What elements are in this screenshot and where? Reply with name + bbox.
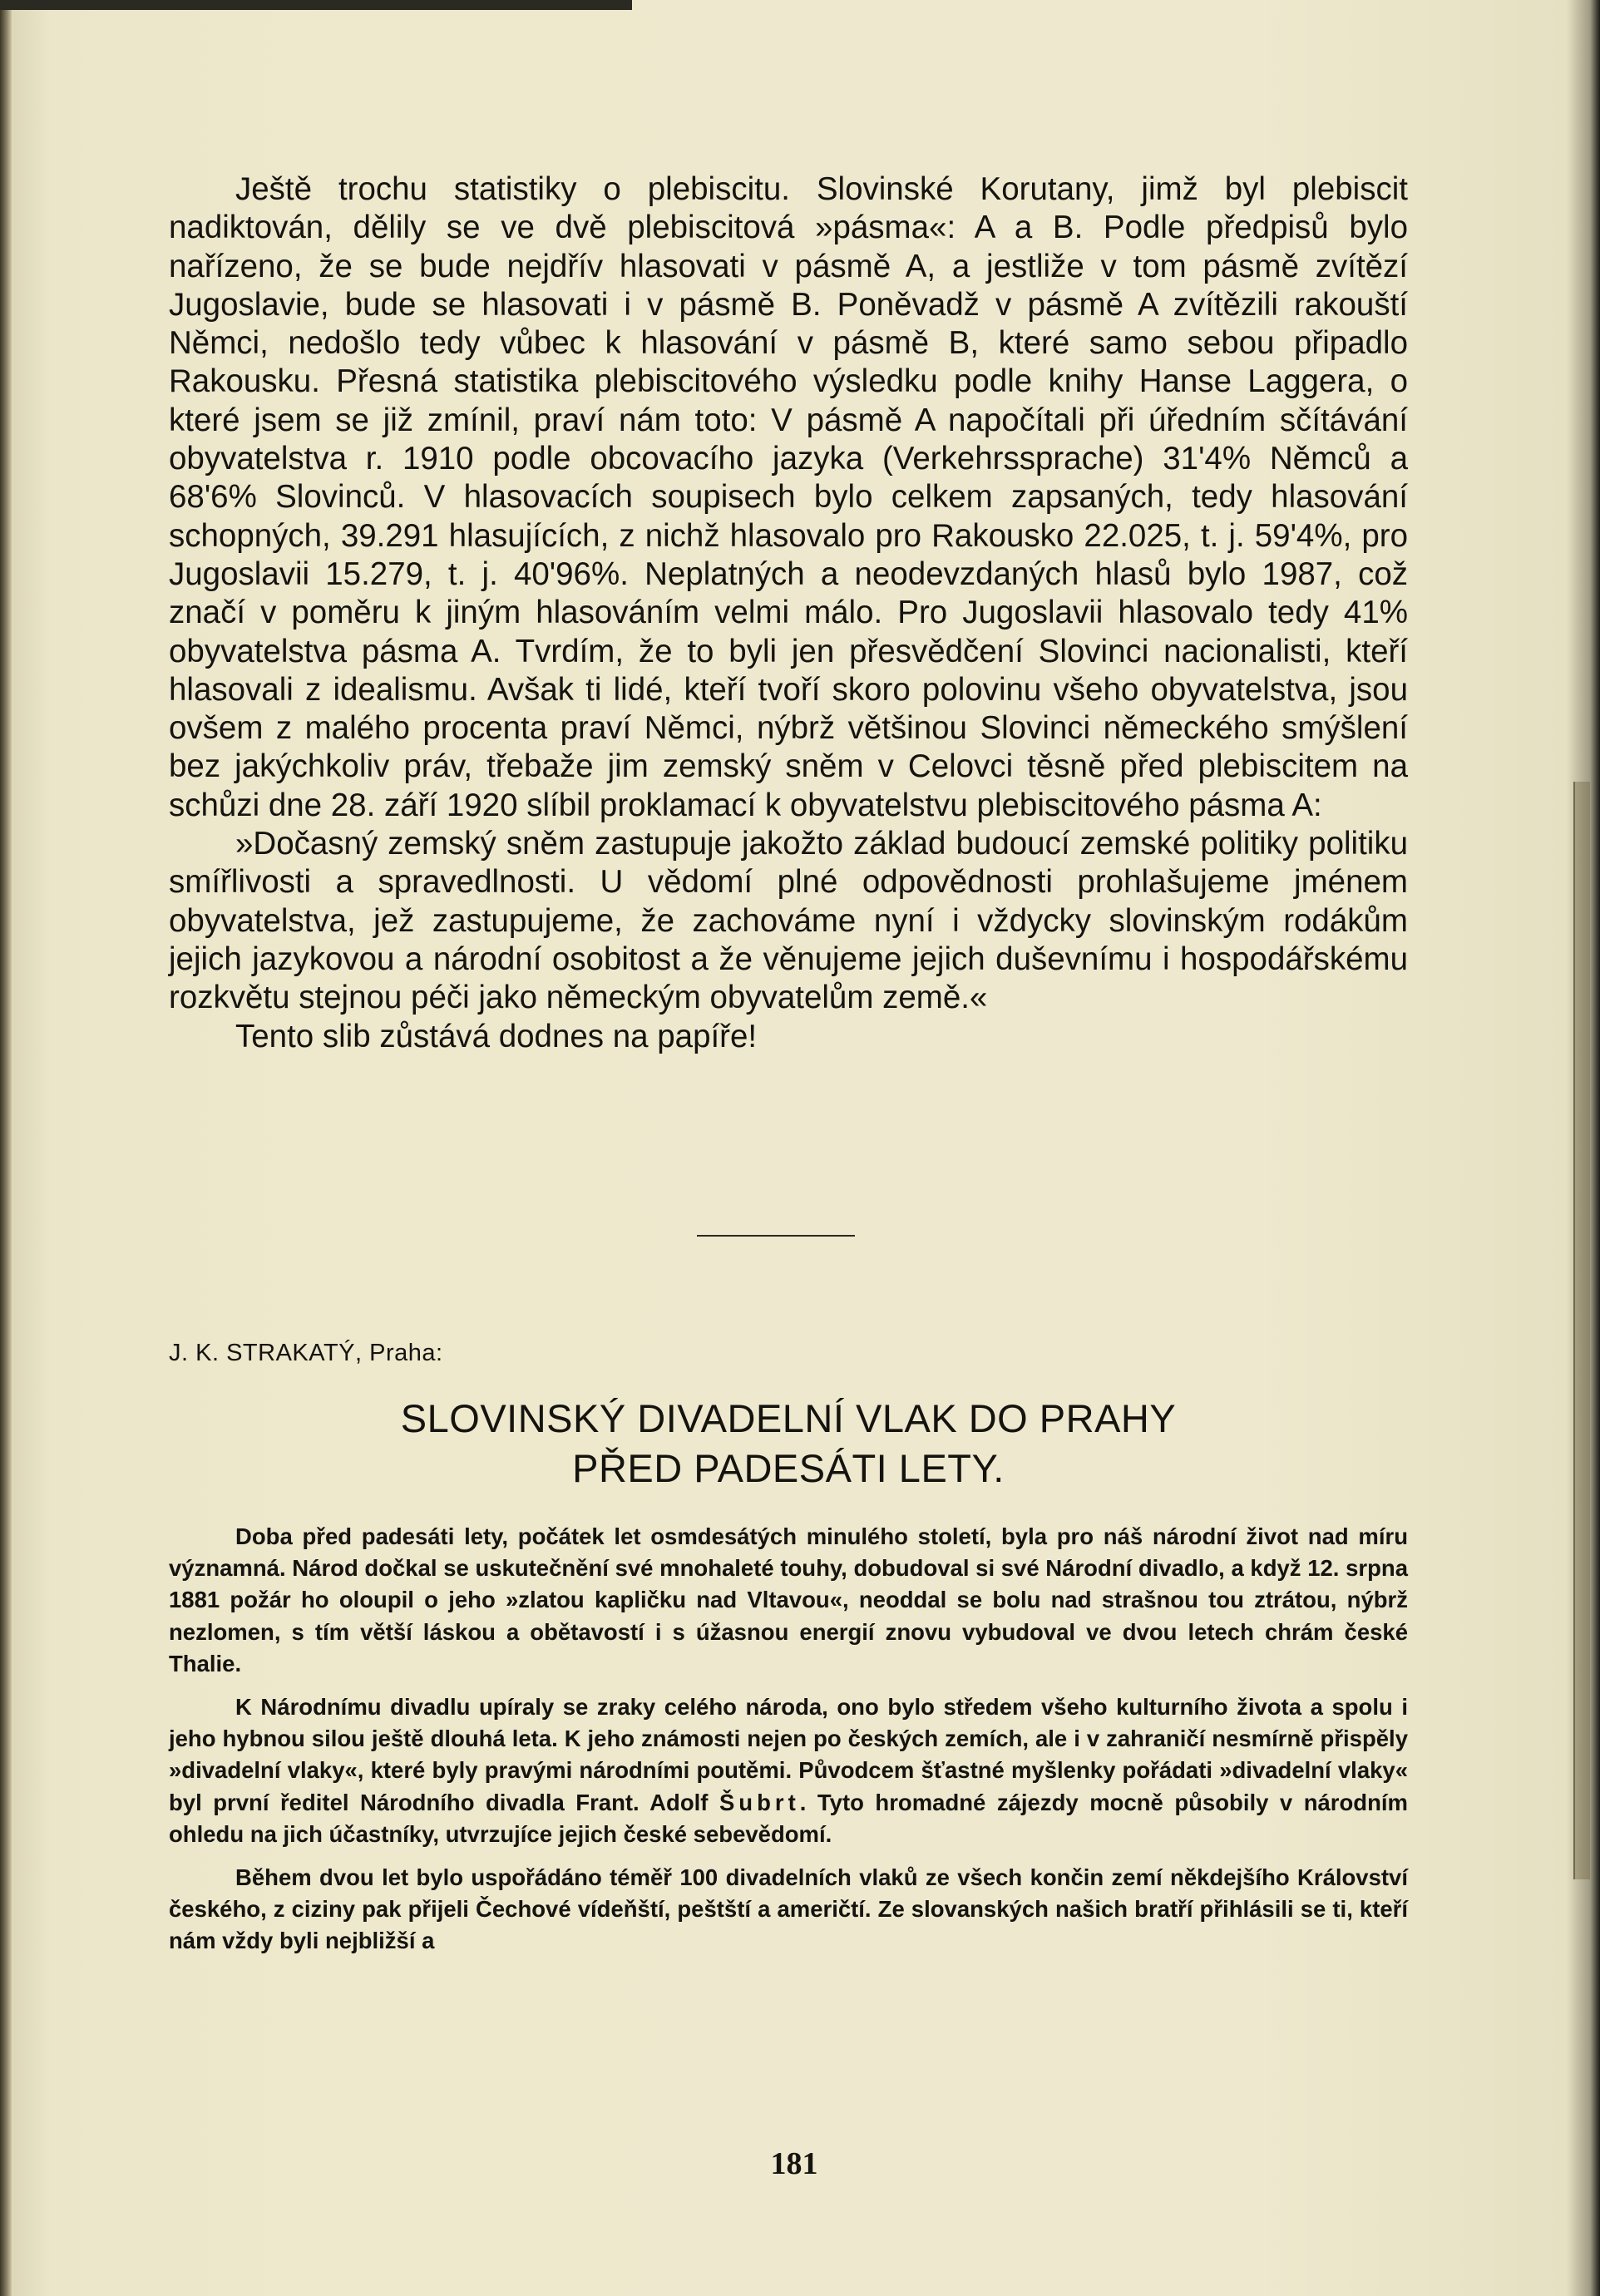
article-paragraph-3: Během dvou let bylo uspořádáno téměř 100 divadelních vlaků ze všech končin zemí někdejšího Království českého, z ciziny pak přijeli Čechové vídeňští, peštští a američtí. Ze slovanských našich bratří přihlásili se ti, kteří nám vždy byli nejbližší a [169, 1864, 1408, 1954]
paragraph-statistics: Ještě trochu statistiky o plebiscitu. Slovinské Korutany, jimž byl plebiscit nadiktován, dělily se ve dvě plebiscitová »pásma«: A a B. Podle předpisů bylo nařízeno, že se bude nejdřív hlasovati v pásmě A, a jestliže v tom pásmě zvítězí Jugoslavie, bude se hlasovati i v pásmě B. Poněvadž v pásmě A zvítězili rakouští Němci, nedošlo tedy vůbec k hlasování v pásmě B, které samo sebou připadlo Rakousku. Přesná statistika plebiscitového výsledku podle knihy Hanse Laggera, o které jsem se již zmínil, praví nám toto: V pásmě A napočítali při úředním sčítávání obyvatelstva r. 1910 podle obcovacího jazyka (Verkehrssprache) 31'4% Němců a 68'6% Slovinců. V hlasovacích soupisech bylo celkem zapsaných, tedy hlasování schopných, 39.291 hlasujících, z nichž hlasovalo pro Rakousko 22.025, t. j. 59'4%, pro Jugoslavii 15.279, t. j. 40'96%. Neplatných a neodevzdaných hlasů bylo 1987, což značí v poměru k jiným hlasováním velmi málo. Pro Jugoslavii hlasovalo tedy 41% obyvatelstva pásma A. Tvrdím, že to byli jen přesvědčení Slovinci nacionalisti, kteří hlasovali z idealismu. Avšak ti lidé, kteří tvoří skoro polovinu všeho obyvatelstva, jsou ovšem z malého procenta praví Němci, nýbrž většinou Slovinci německého smýšlení bez jakýchkoliv práv, třebaže jim zemský sněm v Celovci těsně před plebiscitem na schůzi dne 28. září 1920 slíbil proklamací k obyvatelstvu plebiscitového pásma A: [169, 171, 1408, 823]
article-paragraph-1: Doba před padesáti lety, počátek let osmdesátých minulého století, byla pro náš národní život nad míru významná. Národ dočkal se uskutečnění své mnohaleté touhy, dobudoval si své Národní divadlo, a když 12. srpna 1881 požár ho oloupil o jeho »zlatou kapličku nad Vltavou«, neoddal se bolu nad strašnou tou ztrátou, nýbrž nezlomen, s tím větší láskou a obětavostí i s úžasnou energií znovu vybudoval ve dvou letech chrám české Thalie. [169, 1523, 1408, 1676]
article-title-line-2: PŘED PADESÁTI LETY. [572, 1446, 1005, 1490]
paragraph-conclusion: Tento slib zůstává dodnes na papíře! [235, 1018, 758, 1054]
upper-text-block [169, 170, 1408, 1056]
right-page-tab [1573, 782, 1590, 1879]
page-binding-edge [0, 0, 12, 2296]
page-number: 181 [770, 2146, 818, 2181]
article-byline: J. K. STRAKATÝ, Praha: [169, 1340, 443, 1366]
article-title-line-1: SLOVINSKÝ DIVADELNÍ VLAK DO PRAHY [400, 1396, 1177, 1440]
article-paragraph-2 [169, 1691, 1408, 1850]
article-body [169, 1521, 1408, 1958]
paragraph-2-text: K Národnímu divadlu upíraly se zraky celého národa, ono bylo středem všeho kulturního života a spolu i jeho hybnou silou ještě dlouhá leta. K jeho známosti nejen po českých zemích, ale i v zahraničí nesmírně přispěly »divadelní vlaky«, které byly pravými národními poutěmi. Původcem šťastné myšlenky pořádati »divadelní vlaky« byl první ředitel Národního divadla Frant. Adolf [169, 1694, 1408, 1815]
section-divider [697, 1235, 855, 1237]
top-shadow [0, 0, 632, 10]
director-name: Šubrt [719, 1789, 800, 1815]
paragraph-quotation: »Dočasný zemský sněm zastupuje jakožto základ budoucí zemské politiky politiku smířlivosti a spravedlnosti. U vědomí plné odpovědnosti prohlašujeme jménem obyvatelstva, jež zastupujeme, že zachováme nyní i vždycky slovinským rodákům jejich jazykovou a národní osobitost a že věnujeme jejich duševnímu i hospodářskému rozkvětu stejnou péči jako německým obyvatelům země.« [169, 826, 1408, 1016]
article-title [169, 1394, 1408, 1494]
paragraph-2-text-end: . Tyto hromadné zájezdy mocně působily v národním ohledu na jich účastníky, utvrzujíce jejich české sebevědomí. [169, 1789, 1408, 1847]
